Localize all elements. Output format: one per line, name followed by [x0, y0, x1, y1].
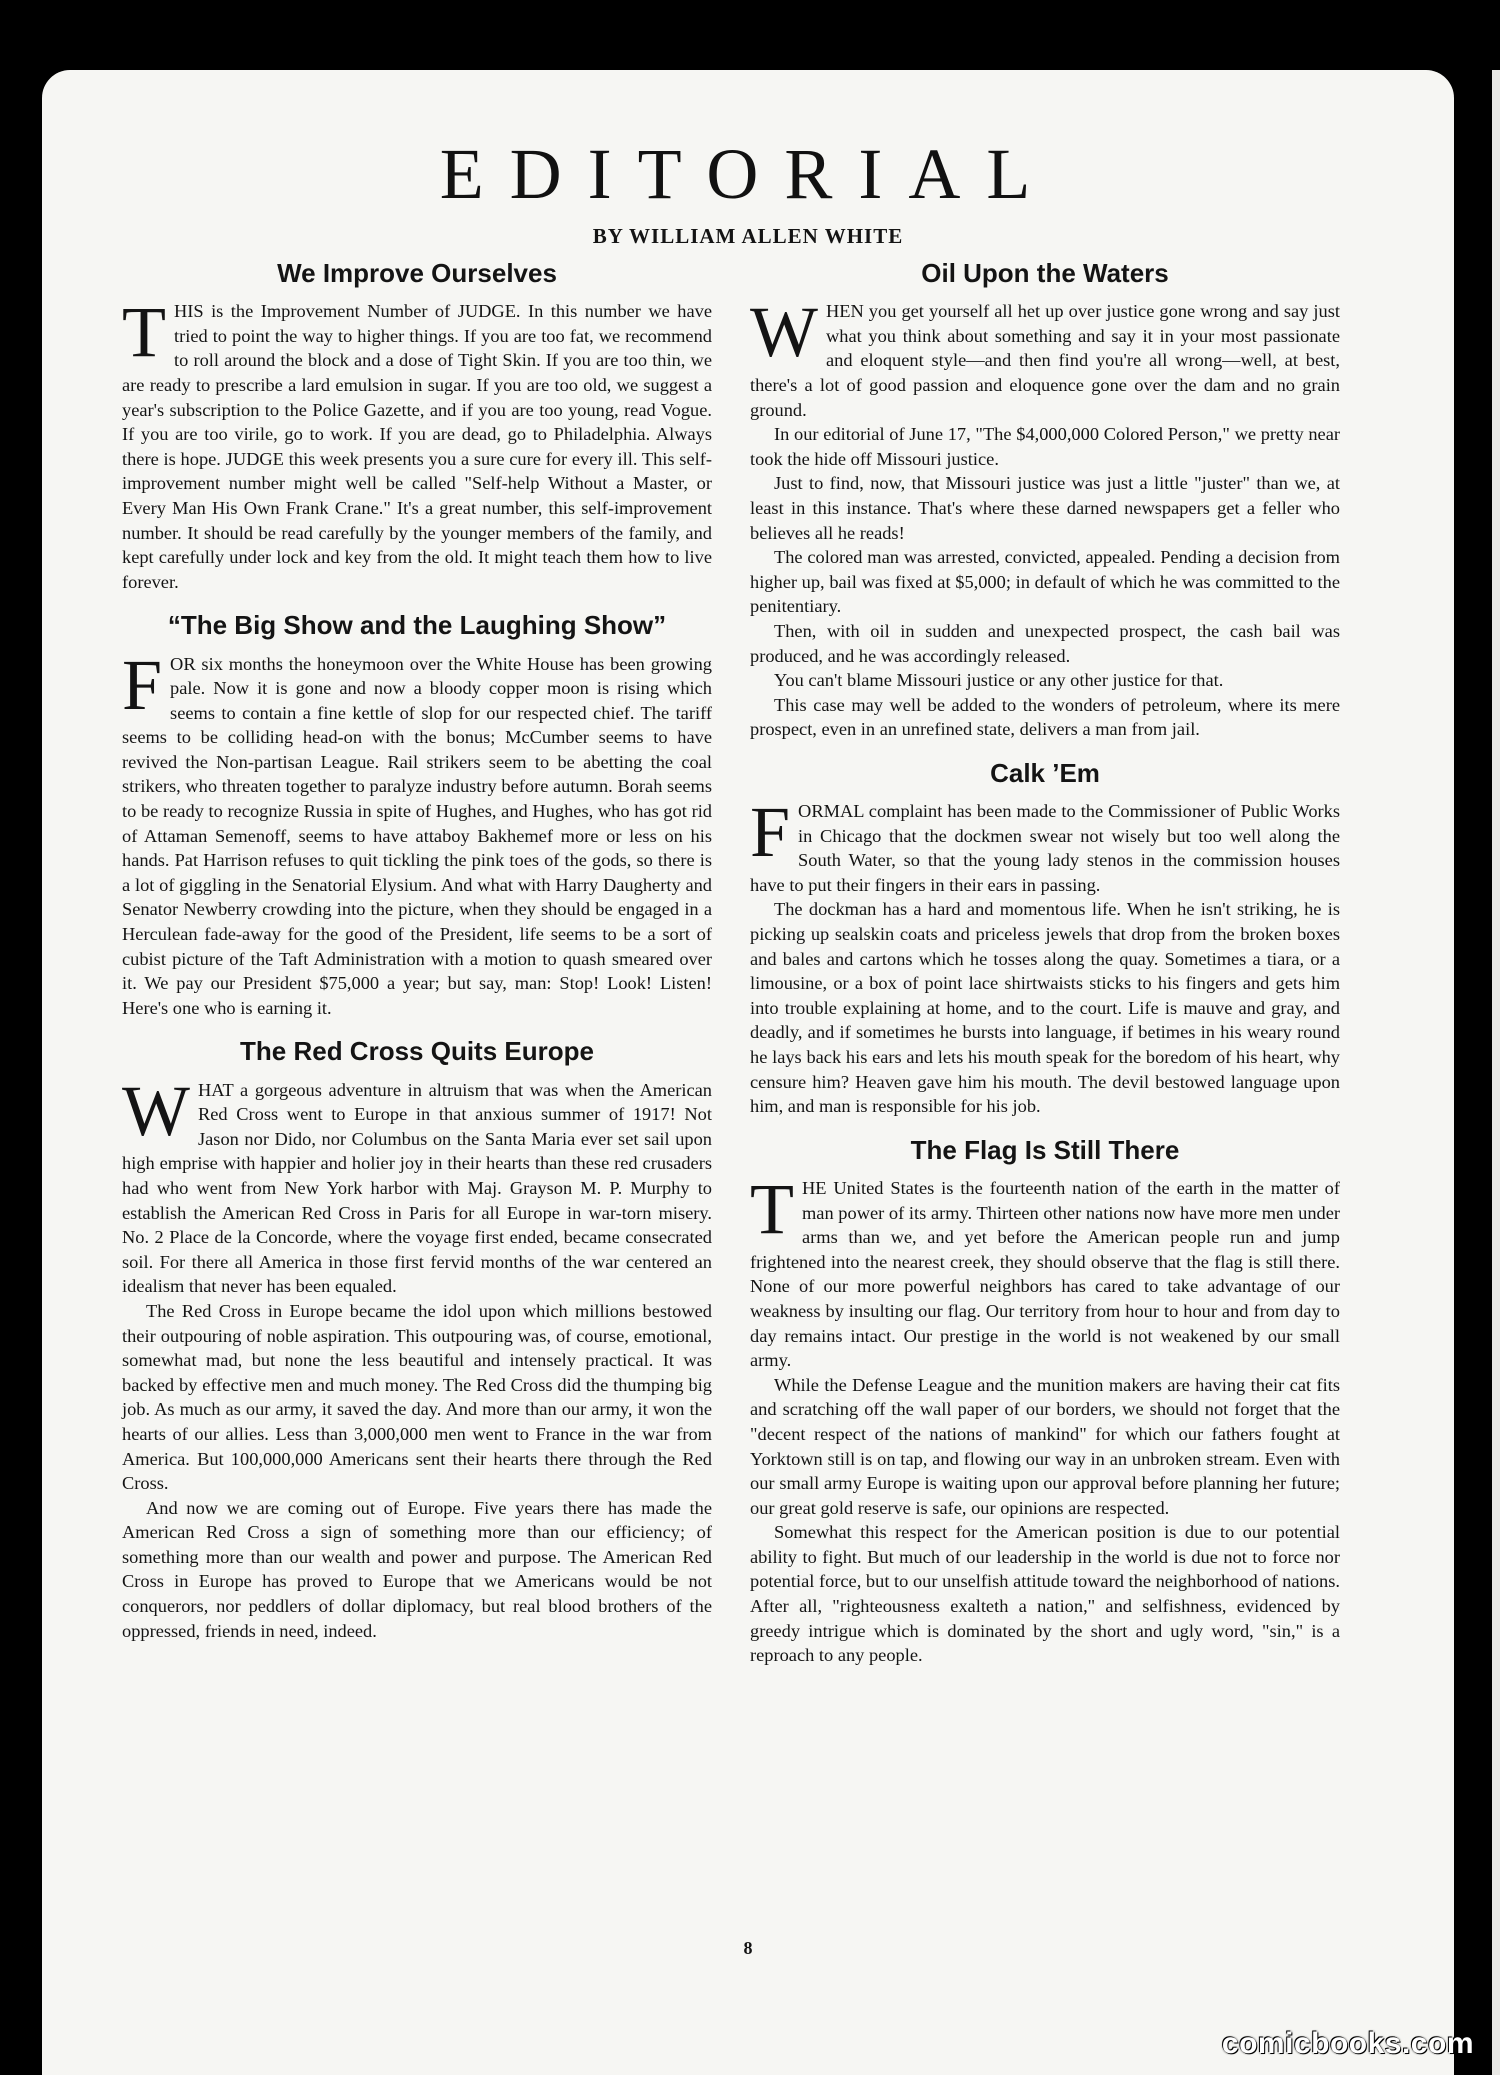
right-column: [750, 258, 1340, 1684]
article-paragraph: You can't blame Missouri justice or any other justice for that.: [774, 670, 1224, 691]
masthead: [42, 134, 1454, 249]
page-title: EDITORIAL: [439, 134, 1057, 214]
drop-cap: W: [750, 292, 818, 373]
left-column: [122, 258, 712, 1659]
drop-cap: F: [122, 644, 163, 725]
article-paragraph: This case may well be added to the wonders of petroleum, where its mere prospect, even in an unrefined state, delivers a man from jail.: [750, 694, 1340, 740]
article-paragraph: In our editorial of June 17, "The $4,000,000 Colored Person," we pretty near took the hide off Missouri justice.: [750, 424, 1340, 469]
drop-cap: T: [122, 292, 166, 373]
next-page-edge: [1490, 70, 1500, 2075]
article-title: We Improve Ourselves: [277, 258, 557, 288]
article-paragraph: Just to find, now, that Missouri justice was just a little "juster" than we, at least in this instance. That's where these darned newspapers get a feller who believes all he reads!: [750, 473, 1340, 543]
article-paragraph: The dockman has a hard and momentous life. When he isn't striking, he is picking up sealskin coats and priceless jewels that drop from the broken boxes and bales and cartons which he tosses along the quay. Sometimes a tiara, or a limousine, or a box of point lace shirtwaists sticks to his fingers and gets him into trouble explaining at home, and to the court. Life is mauve and gray, and deadly, and if sometimes he bursts into language, if betimes in his weary round he lays back his ears and lets his mouth speak for the boredom of his heart, why censure him? Heaven gave him his mouth. The devil bestowed language upon him, and man is responsible for his job.: [750, 899, 1340, 1117]
article-red-cross: [122, 1036, 712, 1643]
article-paragraph: WHEN you get yourself all het up over justice gone wrong and say just what you think about something and say it in your most passionate and eloquent style—and then find you're all wrong—well, at best, there's a lot of good passion and eloquence gone over the dam and no grain ground.: [750, 292, 1340, 420]
article-paragraph: Somewhat this respect for the American position is due to our potential ability to fight. But much of our leadership in the world is due not to force nor potential force, but to our unselfish attitude toward the neighborhood of nations. After all, "righteousness exalteth a nation," and selfishness, evidenced by greedy intrigue which is dominated by the short and ugly word, "sin," is a reproach to any people.: [750, 1522, 1340, 1666]
article-paragraph: The colored man was arrested, convicted, appealed. Pending a decision from higher up, bail was fixed at $5,000; in default of which he was committed to the penitentiary.: [750, 547, 1340, 617]
drop-cap: T: [750, 1168, 794, 1249]
article-title: Oil Upon the Waters: [921, 258, 1169, 288]
article-title: The Flag Is Still There: [910, 1134, 1180, 1165]
article-paragraph: THIS is the Improvement Number of JUDGE. In this number we have tried to point the way to higher things. If you are too fat, we recommend to roll around the block and a dose of Tight Skin. If you are too thin, we are ready to prescribe a lard emulsion in sugar. If you are too old, we suggest a year's subscription to the Police Gazette, and if you are too young, read Vogue. If you are too virile, go to work. If you are dead, go to Philadelphia. Always there is hope. JUDGE this week presents you a sure cure for every ill. This self-improvement number might well be called "Self-help Without a Master, or Every Man His Own Frank Crane." It's a great number, this self-improvement number. It should be read carefully by the younger members of the family, and kept carefully under lock and key from the old. It might teach them how to live forever.: [122, 292, 712, 592]
page-number: 8: [743, 1938, 753, 1958]
article-paragraph: While the Defense League and the munition makers are having their cat fits and scratching off the wall paper of our borders, we should not forget that the "decent respect of the nations of mankind" for which our fathers fought at Yorktown still is on tap, and flowing our way in an unbroken stream. Even with our small army Europe is waiting upon our approval before planning her future; our great gold reserve is safe, our opinions are respected.: [750, 1374, 1340, 1518]
drop-cap: F: [750, 792, 791, 873]
article-paragraph: And now we are coming out of Europe. Five years there has made the American Red Cross a sign of something more than our efficiency; of something more than our wealth and power and purpose. The American Red Cross in Europe has proved to Europe that we Americans would be not conquerors, nor peddlers of dollar diplomacy, but real blood brothers of the oppressed, friends in need, indeed.: [122, 1497, 712, 1641]
article-title: Calk ’Em: [990, 757, 1100, 788]
article-paragraph: Then, with oil in sudden and unexpected prospect, the cash bail was produced, and he was accordingly released.: [750, 620, 1340, 666]
article-oil-upon-waters: [750, 258, 1340, 742]
article-paragraph: THE United States is the fourteenth nation of the earth in the matter of man power of its army. Thirteen other nations now have more men under arms than we, and yet before the American people run and jump frightened into the nearest creek, they should observe that the flag is still there. None of our more powerful neighbors has cared to take advantage of our weakness by insulting our flag. Our territory from hour to hour and from day to day remains intact. Our prestige in the world is not weakened by our small army.: [750, 1168, 1340, 1371]
article-title: The Red Cross Quits Europe: [240, 1036, 594, 1067]
magazine-page: [42, 70, 1454, 2075]
article-flag-still-there: [750, 1135, 1340, 1668]
article-paragraph: The Red Cross in Europe became the idol upon which millions bestowed their outpouring of noble aspiration. This outpouring was, of course, emotional, somewhat mad, but none the less beautiful and intensely practical. It was backed by effective men and much money. The Red Cross did the thumping big job. As much as our army, it saved the day. And more than our army, it won the hearts of our allies. Less than 3,000,000 men went to France in the war from America. But 100,000,000 Americans sent their hearts there through the Red Cross.: [122, 1300, 712, 1494]
drop-cap: W: [122, 1070, 190, 1151]
byline: BY WILLIAM ALLEN WHITE: [592, 224, 904, 248]
article-paragraph: WHAT a gorgeous adventure in altruism that was when the American Red Cross went to Europe in that anxious summer of 1917! Not Jason nor Dido, nor Columbus on the Santa Maria ever set sail upon high emprise with happier and holier joy in their hearts than these red crusaders had who went from New York harbor with Maj. Grayson M. P. Murphy to establish the American Red Cross in Paris for all Europe in war-torn misery. No. 2 Place de la Concorde, where the voyage first ended, became consecrated soil. For there all America in those first fervid months of the war centered an idealism that never has been equaled.: [122, 1070, 712, 1297]
article-calk-em: [750, 758, 1340, 1119]
article-title: “The Big Show and the Laughing Show”: [167, 610, 667, 641]
site-watermark: comicbooks.com: [1221, 2027, 1474, 2060]
article-paragraph: FOR six months the honeymoon over the White House has been growing pale. Now it is gone and now a bloody copper moon is rising which seems to contain a fine kettle of slop for our respected chief. The tariff seems to be colliding head-on with the bonus; McCumber seems to have revived the Non-partisan League. Rail strikers seem to be abetting the coal strikers, who threaten together to paralyze industry before autumn. Borah seems to be ready to recognize Russia in spite of Hughes, and Hughes, who has got rid of Attaman Semenoff, seems to have attaboy Bakhemef more or less on his hands. Pat Harrison refuses to quit tickling the pink toes of the gods, so there is a lot of giggling in the Senatorial Elysium. And what with Harry Daugherty and Senator Newberry crowding into the picture, when they should be engaged in a Herculean fade-away for the good of the President, life seems to be a sort of cubist picture of the Taft Administration with a motion to quash smeared over it. We pay our President $75,000 a year; but say, man: Stop! Look! Listen! Here's one who is earning it.: [122, 644, 712, 1018]
article-we-improve-ourselves: [122, 258, 712, 594]
article-big-show: [122, 610, 712, 1020]
article-paragraph: FORMAL complaint has been made to the Commissioner of Public Works in Chicago that the dockmen swear not wisely but too well along the South Water, so that the young lady stenos in the commission houses have to put their fingers in their ears in passing.: [750, 792, 1340, 895]
